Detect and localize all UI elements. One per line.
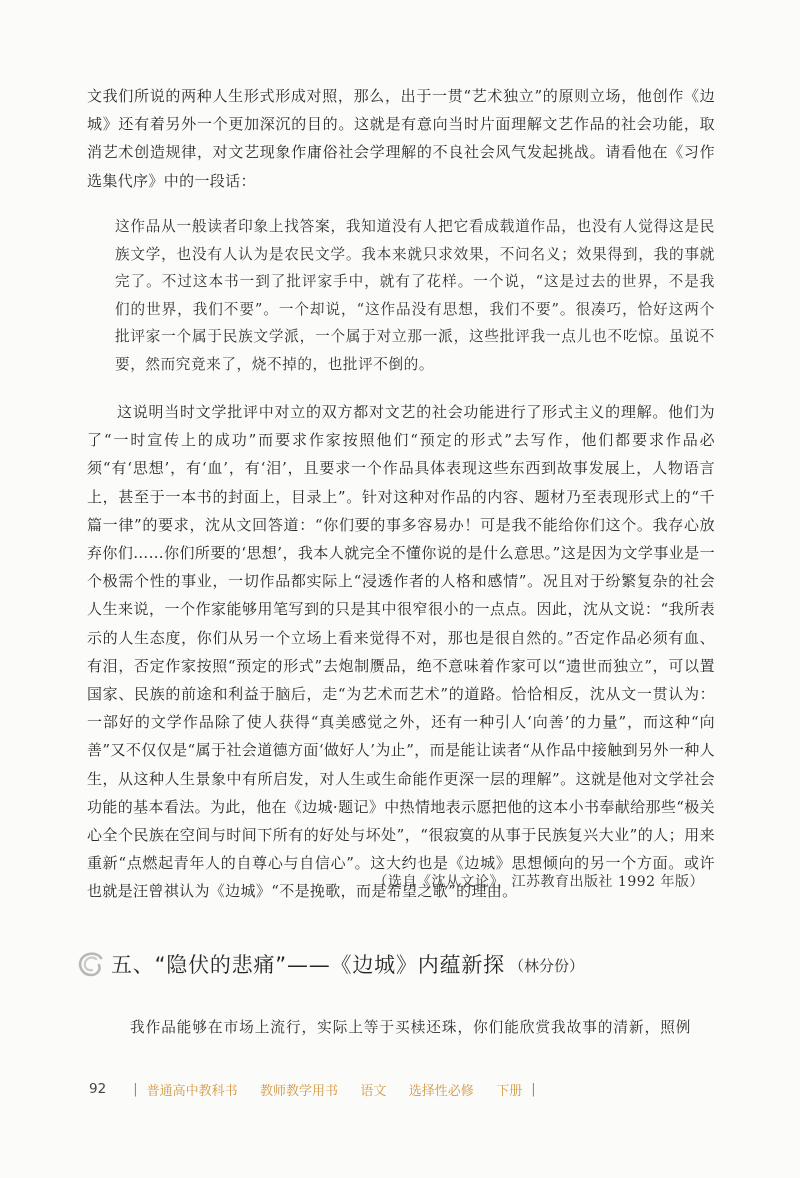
paragraph-3: 我作品能够在市场上流行，实际上等于买椟还珠，你们能欣赏我故事的清新，照例: [130, 1019, 692, 1036]
footer-divider: |: [133, 1081, 138, 1097]
swirl-icon: [77, 950, 105, 978]
page-footer: [89, 1080, 545, 1098]
footer-item: 普通高中教科书: [146, 1083, 238, 1099]
section-title: 五、“隐伏的悲痛”——《边城》内蕴新探: [111, 953, 505, 977]
footer-item: 下册: [496, 1083, 523, 1099]
section-author: （林分份）: [508, 957, 584, 975]
footer-item: 教师教学用书: [259, 1083, 338, 1099]
section-heading: [77, 947, 737, 981]
source-citation: （选自《沈从文论》，江苏教育出版社 1992 年版）: [373, 874, 704, 890]
paragraph-1: 文我们所说的两种人生形式形成对照，那么，出于一贯“艺术独立”的原则立场，他创作《边城》还有着另外一个更加深沉的目的。这就是有意向当时片面理解文艺作品的社会功能，取消艺术创造规律，对文艺现象作庸俗社会学理解的不良社会风气发起挑战。请看他在《习作选集代序》中的一段话：: [87, 87, 715, 190]
footer-divider: |: [531, 1081, 536, 1097]
block-quote: 这作品从一般读者印象上找答案，我知道没有人把它看成载道作品，也没有人觉得这是民族文学，也没有人认为是农民文学。我本来就只求效果，不问名义；效果得到，我的事就完了。不过这本书一到了批评家手中，就有了花样。一个说，“这是过去的世界，不是我们的世界，我们不要”。一个却说，“这作品没有思想，我们不要”。很凑巧，恰好这两个批评家一个属于民族文学派，一个属于对立那一派，这些批评我一点儿也不吃惊。虽说不要，然而究竟来了，烧不掉的，也批评不倒的。: [115, 218, 715, 373]
page-number: 92: [89, 1081, 107, 1097]
paragraph-2: 这说明当时文学批评中对立的双方都对文艺的社会功能进行了形式主义的理解。他们为了“一时宣传上的成功”而要求作家按照他们“预定的形式”去写作，他们都要求作品必须“有‘思想’，有‘血’，有‘泪’，且要求一个作品具体表现这些东西到故事发展上，人物语言上，甚至于一本书的封面上，目录上”。针对这种对作品的内容、题材乃至表现形式上的“千篇一律”的要求，沈从文回答道：“你们要的事多容易办！可是我不能给你们这个。我存心放弃你们……你们所要的‘思想’，我本人就完全不懂你说的是什么意思。”这是因为文学事业是一个极需个性的事业，一切作品都实际上“浸透作者的人格和感情”。况且对于纷繁复杂的社会人生来说，一个作家能够用笔写到的只是其中很窄很小的一点点。因此，沈从文说：“我所表示的人生态度，你们从另一个立场上看来觉得不对，那也是很自然的。”否定作品必须有血、有泪，否定作家按照“预定的形式”去炮制赝品，绝不意味着作家可以“遗世而独立”，可以置国家、民族的前途和利益于脑后，走“为艺术而艺术”的道路。恰恰相反，沈从文一贯认为：一部好的文学作品除了使人获得“真美感觉之外，还有一种引人‘向善’的力量”，而这种“向善”又不仅仅是“属于社会道德方面‘做好人’为止”，而是能让读者“从作品中接触到另外一种人生，从这种人生景象中有所启发，对人生或生命能作更深一层的理解”。这就是他对文学社会功能的基本看法。为此，他在《边城·题记》中热情地表示愿把他的这本小书奉献给那些“极关心全个民族在空间与时间下所有的好处与坏处”，“很寂寞的从事于民族复兴大业”的人；用来重新“点燃起青年人的自尊心与自信心”。这大约也是《边城》思想倾向的另一个方面。或许也就是汪曾祺认为《边城》“不是挽歌，而是希望之歌”的理由。: [87, 403, 715, 901]
footer-item: 语文: [360, 1083, 387, 1099]
footer-item: 选择性必修: [408, 1083, 474, 1099]
